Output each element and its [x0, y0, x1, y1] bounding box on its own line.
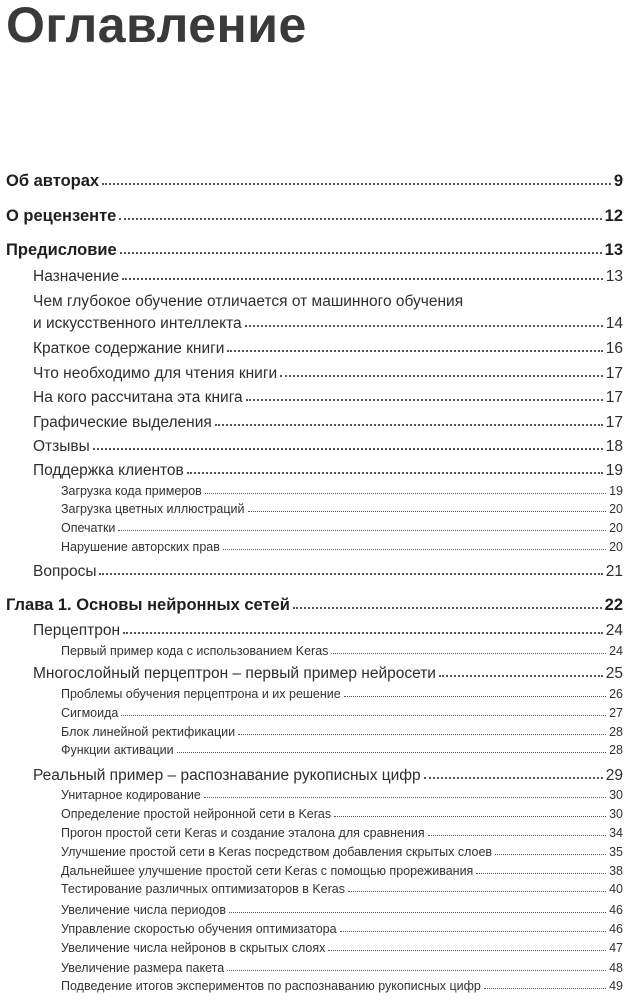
dot-leader	[439, 675, 603, 677]
toc-entry-page: 20	[609, 521, 623, 535]
dot-leader	[205, 493, 606, 494]
toc-entry-title: Многослойный перцептрон – первый пример нейросети	[33, 665, 436, 682]
dot-leader	[229, 912, 606, 913]
toc-entry-title: Определение простой нейронной сети в Keras	[61, 807, 332, 821]
toc-entry-page: 16	[605, 340, 623, 357]
dot-leader	[99, 573, 602, 575]
dot-leader	[246, 399, 603, 401]
toc-entry-title: Унитарное кодирование	[61, 788, 201, 802]
toc-entry-page: 24	[605, 622, 623, 639]
dot-leader	[123, 632, 603, 634]
dot-leader	[280, 375, 603, 377]
toc-entry[interactable]	[61, 807, 623, 821]
toc-entry-page: 46	[609, 903, 623, 917]
toc-entry-page: 46	[609, 922, 623, 936]
dot-leader	[93, 448, 603, 450]
toc-entry-page: 14	[605, 315, 623, 332]
dot-leader	[122, 278, 603, 280]
toc-entry-title: Нарушение авторских прав	[61, 540, 220, 554]
toc-entry-title: Увеличение числа периодов	[61, 903, 227, 917]
toc-entry-title: Перцептрон	[33, 622, 120, 639]
dot-leader	[340, 931, 607, 932]
dot-leader	[227, 970, 606, 971]
toc-entry-title[interactable]: Чем глубокое обучение отличается от машинного обучения	[33, 293, 464, 310]
toc-entry[interactable]	[6, 207, 623, 226]
dot-leader	[102, 183, 611, 185]
dot-leader	[215, 424, 603, 426]
toc-entry[interactable]	[33, 622, 623, 640]
toc-entry-page: 20	[609, 540, 623, 554]
toc-entry-title: Глава 1. Основы нейронных сетей	[6, 596, 290, 614]
toc-entry-title: Увеличение размера пакета	[61, 961, 225, 975]
toc-entry-title: Тестирование различных оптимизаторов в Keras	[61, 882, 345, 896]
dot-leader	[238, 734, 606, 735]
toc-entry[interactable]	[6, 596, 623, 615]
toc-entry-page: 22	[604, 596, 623, 614]
toc-entry-page: 29	[605, 767, 623, 784]
toc-entry-title: Назначение	[33, 268, 120, 285]
toc-entry[interactable]	[61, 864, 623, 878]
toc-entry-page: 13	[604, 241, 623, 259]
toc-entry[interactable]	[61, 788, 623, 802]
dot-leader	[331, 653, 606, 654]
toc-entry[interactable]	[61, 845, 623, 859]
dot-leader	[328, 950, 606, 951]
dot-leader	[177, 752, 607, 753]
toc-entry-page: 12	[604, 207, 623, 225]
toc-entry[interactable]	[61, 922, 623, 936]
toc-entry[interactable]	[61, 826, 623, 840]
dot-leader	[344, 696, 606, 697]
toc-entry[interactable]	[61, 540, 623, 554]
dot-leader	[204, 797, 606, 798]
toc-entry-page: 40	[609, 882, 623, 896]
toc-entry-page: 9	[613, 172, 623, 190]
toc-entry[interactable]	[61, 706, 623, 720]
toc-entry-page: 25	[605, 665, 623, 682]
toc-entry-page: 49	[609, 979, 623, 993]
toc-entry-title: Блок линейной ректификации	[61, 725, 236, 739]
toc-entry-page: 20	[609, 502, 623, 516]
toc-entry-title: Опечатки	[61, 521, 116, 535]
toc-entry[interactable]	[33, 389, 623, 407]
toc-entry[interactable]	[61, 484, 623, 498]
dot-leader	[227, 350, 602, 352]
toc-entry-page: 48	[609, 961, 623, 975]
toc-entry-page: 24	[609, 644, 623, 658]
toc-entry-page: 13	[605, 268, 623, 285]
toc-entry-title: Первый пример кода с использованием Keras	[61, 644, 329, 658]
dot-leader	[248, 511, 607, 512]
toc-entry-title: На кого рассчитана эта книга	[33, 389, 243, 406]
toc-entry-page: 35	[609, 845, 623, 859]
toc-entry[interactable]	[61, 502, 623, 516]
toc-entry-title: Дальнейшее улучшение простой сети Keras с помощью прореживания	[61, 864, 474, 878]
toc-entry[interactable]	[61, 882, 623, 896]
toc-entry-title: Об авторах	[6, 172, 100, 190]
toc-entry[interactable]	[33, 268, 623, 286]
toc-entry-page: 26	[609, 687, 623, 701]
toc-entry-page: 38	[609, 864, 623, 878]
dot-leader	[223, 549, 606, 550]
page-title: Оглавление	[6, 0, 307, 53]
toc-entry[interactable]	[33, 315, 623, 333]
toc-entry[interactable]	[61, 725, 623, 739]
dot-leader	[484, 988, 606, 989]
toc-entry-page: 30	[609, 788, 623, 802]
toc-entry[interactable]	[61, 903, 623, 917]
toc-entry[interactable]	[61, 961, 623, 975]
toc-entry[interactable]	[33, 365, 623, 383]
toc-entry[interactable]	[61, 941, 623, 955]
toc-entry[interactable]	[61, 743, 623, 757]
dot-leader	[495, 854, 606, 855]
toc-entry-title: Вопросы	[33, 563, 97, 580]
toc-entry[interactable]	[33, 438, 623, 456]
toc-entry-page: 17	[605, 365, 623, 382]
toc-entry-title: Что необходимо для чтения книги	[33, 365, 278, 382]
toc-entry-page: 17	[605, 389, 623, 406]
dot-leader	[119, 218, 601, 220]
toc-entry-page: 19	[609, 484, 623, 498]
toc-entry-page: 21	[605, 563, 623, 580]
toc-entry-title: Графические выделения	[33, 414, 212, 431]
toc-entry-page: 27	[609, 706, 623, 720]
toc-entry-page: 17	[605, 414, 623, 431]
toc-entry[interactable]	[33, 767, 623, 785]
dot-leader	[424, 777, 603, 779]
toc-entry-title: Поддержка клиентов	[33, 462, 184, 479]
dot-leader	[121, 715, 606, 716]
toc-entry-title: Отзывы	[33, 438, 90, 455]
toc-entry-page: 19	[605, 462, 623, 479]
dot-leader	[348, 891, 606, 892]
toc-entry-title: Проблемы обучения перцептрона и их решение	[61, 687, 341, 701]
dot-leader	[428, 835, 606, 836]
toc-entry[interactable]	[61, 644, 623, 658]
toc-entry[interactable]	[61, 687, 623, 701]
toc-entry-title-continued: и искусственного интеллекта	[33, 315, 242, 332]
toc-entry-title: Улучшение простой сети в Keras посредством добавления скрытых слоев	[61, 845, 493, 859]
toc-entry[interactable]	[61, 521, 623, 535]
toc-entry-title: Прогон простой сети Keras и создание эталона для сравнения	[61, 826, 425, 840]
toc-entry-title: Загрузка кода примеров	[61, 484, 202, 498]
toc-entry-title: Функции активации	[61, 743, 174, 757]
dot-leader	[245, 325, 603, 327]
dot-leader	[334, 816, 606, 817]
toc-entry-title: Управление скоростью обучения оптимизатора	[61, 922, 337, 936]
dot-leader	[120, 252, 602, 254]
toc-entry-page: 30	[609, 807, 623, 821]
toc-entry[interactable]	[33, 462, 623, 480]
toc-entry-title: Краткое содержание книги	[33, 340, 225, 357]
toc-entry-page: 47	[609, 941, 623, 955]
toc-entry[interactable]	[61, 979, 623, 993]
toc-entry-title: Реальный пример – распознавание рукописных цифр	[33, 767, 421, 784]
toc-entry-title: Сигмоида	[61, 706, 119, 720]
toc-entry[interactable]	[33, 414, 623, 432]
toc-entry[interactable]	[33, 340, 623, 358]
toc-entry-page: 18	[605, 438, 623, 455]
toc-entry-title: О рецензенте	[6, 207, 117, 225]
toc-entry[interactable]	[33, 563, 623, 581]
toc-entry-title: Увеличение числа нейронов в скрытых слоях	[61, 941, 326, 955]
toc-entry-page: 28	[609, 743, 623, 757]
dot-leader	[476, 873, 606, 874]
toc-entry[interactable]	[33, 665, 623, 683]
toc-entry-title: Подведение итогов экспериментов по распознаванию рукописных цифр	[61, 979, 481, 993]
toc-entry-page: 28	[609, 725, 623, 739]
toc-entry[interactable]	[6, 172, 623, 191]
toc-entry-page: 34	[609, 826, 623, 840]
dot-leader	[293, 607, 602, 609]
toc-entry-title: Предисловие	[6, 241, 117, 259]
toc-entry[interactable]	[6, 241, 623, 260]
dot-leader	[118, 530, 606, 531]
dot-leader	[187, 472, 603, 474]
toc-entry-title: Загрузка цветных иллюстраций	[61, 502, 245, 516]
